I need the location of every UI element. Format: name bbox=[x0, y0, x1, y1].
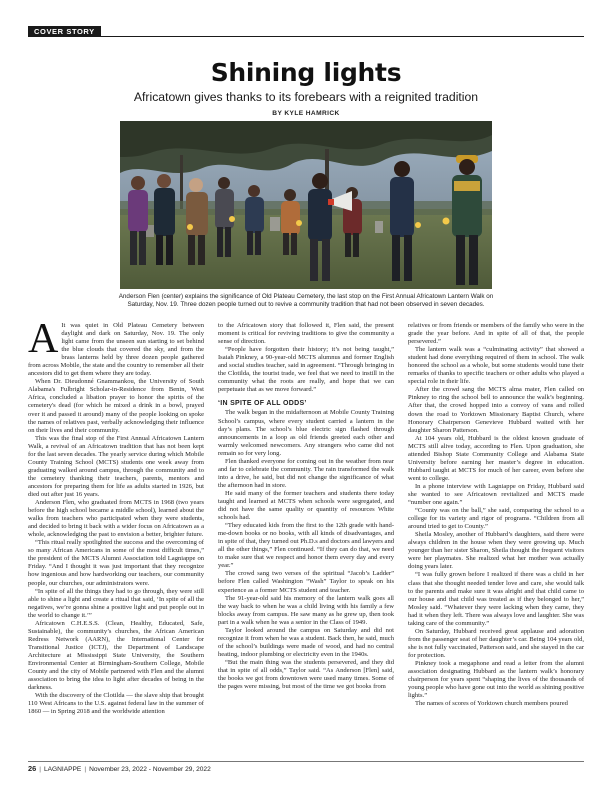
paragraph: “People have forgotten their history; it’s not being taught,” Isaiah Pinkney, a 90-year-old MCTS alumnus and former English and social studies teacher, said in agreement. “Through bringing in the Clotilda, the tourist trade, we feel that we need to instill in the community what the roots are really, and hope that we can perpetuate that as we move forward.” bbox=[218, 346, 394, 394]
paragraph: The lantern walk was a “culminating activity” that showed a student had done everything required of them in school. The walk honored the school as a whole, but some students would tune their remarks of thanks to specific teachers or other adults who played a special role in their life. bbox=[408, 346, 584, 386]
lead-photo bbox=[120, 121, 492, 289]
footer-separator: | bbox=[84, 766, 87, 773]
paragraph: The 91-year-old said his memory of the lantern walk goes all the way back to when he was a child living with his family a few blocks away from campus. He saw many as he grew up, then took part in a walk when he was a senior in the Class of 1949. bbox=[218, 594, 394, 626]
article-column-3 bbox=[408, 322, 584, 754]
paragraph: Africatown C.H.E.S.S. (Clean, Healthy, Educated, Safe, Sustainable), the community’s churches, the African American Redress Network (AARN), the International Center for Transitional Justice (ICTJ), the Department of Landscape Architecture at Mississippi State University, the Southern Environmental Center at Birmingham-Southern College, Mobile County and the city of Mobile partnered with Flen and the alumni association to bring the idea to light after decades of being in the darkness. bbox=[28, 619, 204, 692]
drop-cap: A bbox=[28, 322, 59, 362]
paragraph: Flen thanked everyone for coming out in the weather from near and far to celebrate the community. The rain transformed the walk into a drive, he said, but did not change the significance of what the afternoon had in store. bbox=[218, 457, 394, 489]
page-footer bbox=[28, 764, 211, 774]
article-column-1 bbox=[28, 322, 204, 754]
paragraph: “They educated kids from the first to the 12th grade with hand-me-down books or no books, with all kinds of disadvantages, and in spite of that, they turned out Ph.D.s and doctors and lawyers and all the other things,” Flen continued. “If they can do that, we need to make sure that we respect and honor them every day and every year.” bbox=[218, 522, 394, 570]
paragraph: With the discovery of the Clotilda — the slave ship that brought 110 West Africans to the U.S. against federal law in the summer of 1860 — in Spring 2018 and the worldwide attention bbox=[28, 692, 204, 716]
paragraph: Sheila Mosley, another of Hubbard’s daughters, said there were always children in the house when they were growing up. Much younger than her sister Sharon, Sheila thought the frequent visitors were her playmates. She realized what her mother was actually doing years later. bbox=[408, 531, 584, 571]
paragraph: He said many of the former teachers and students there today taught and learned at MCTS when schools were segregated, and did not have the same quality or quantity of resources White schools had. bbox=[218, 489, 394, 522]
deck: Africatown gives thanks to its forebears with a reignited tradition bbox=[133, 90, 479, 104]
paragraph: “But the main thing was the students persevered, and they did that in spite of all odds,” Taylor said. “As Anderson [Flen] said, the books we got from downtown were used many times. Some of the pages were missing, but most of the time we got books from bbox=[218, 658, 394, 691]
footer-separator: | bbox=[39, 766, 41, 773]
paragraph: “County was on the ball,” she said, comparing the school to a college for its variety and rigor of programs. “Children from all around tried to get to County.” bbox=[408, 507, 584, 531]
publication-name: LAGNIAPPE bbox=[43, 766, 82, 773]
paragraph: Pinkney took a megaphone and read a letter from the alumni association designating Hubbard as the lantern walk’s honorary chairperson for years spent “shaping the lives of the thousands of young people who have gone out into the world as shining positive lights.” bbox=[408, 659, 584, 700]
paragraph: At 104 years old, Hubbard is the oldest known graduate of MCTS still alive today, according to Flen. Upon graduation, she attended Bishop State Community College and Alabama State University before earning her master’s degree in education. Hubbard taught at MCTS for much of her career, even before she went to college. bbox=[408, 434, 584, 482]
footer-rule bbox=[28, 761, 584, 762]
article-column-2 bbox=[218, 322, 394, 754]
paragraph: When Dr. Dieudonné Gnammankou, the University of South Alabama's Fulbright Scholar-in-Residence from Benin, West Africa, concluded a libation prayer to honor the spirits of the cemetery's dead (for which he mixed a drink in a bowl, prayed over it and passed it around) many of the people looking on spoke the names of relatives past, verbally acknowledging their influence on their lives and their community. bbox=[28, 378, 204, 434]
lead-photo-illustration bbox=[120, 121, 492, 289]
paragraph: Anderson Flen, who graduated from MCTS in 1968 (two years before the high school became a middle school), learned about the walks from teachers who participated when they were students, and decided to bring it back with a wider focus on Africatown as a whole, acknowledging the past to envision a better, brighter future. bbox=[28, 499, 204, 539]
paragraph: This was the final stop of the First Annual Africatown Lantern Walk, a revival of an Africatown tradition that has not been kept for the last seven decades. The yearly service during which Mobile County Training School (MCTS) students one week away from graduating walked around campus, through the community and to the cemetery thanking their teachers, parents, mentors and ancestors for preparing them for life as adults started in 1926, but died out after just 16 years. bbox=[28, 434, 204, 498]
paragraph: “This ritual really spotlighted the success and the overcoming of so many African Americans in some of the most difficult times,” the president of the MCTS Alumni Association told Lagniappe on Friday. “And I thought it was just important that they recognize how ingenious and how hardworking our teachers, our community people, our churches, our administrators were. bbox=[28, 539, 204, 587]
paragraph: On Saturday, Hubbard received great applause and adoration from the passenger seat of her daughter’s car. Being 104 years old, she is not fully vaccinated, Patterson said, and she stayed in the car for protection. bbox=[408, 627, 584, 659]
section-label: COVER STORY bbox=[28, 26, 101, 37]
issue-dates: November 23, 2022 - November 29, 2022 bbox=[89, 766, 211, 773]
paragraph: The walk began in the midafternoon at Mobile County Training School’s campus, where every student carried a lantern in the day’s plans. The school’s blue electric sign flashed through announcements in a loop as old friends greeted each other and warmly welcomed newcomers. Any strangers who came did not remain so for very long. bbox=[218, 409, 394, 457]
headline: Shining lights bbox=[210, 58, 402, 87]
page-number: 26 bbox=[28, 764, 37, 773]
paragraph: “I was fully grown before I realized if there was a child in her class that she thought needed tender love and care, she would talk to the parents and make sure it was alright and that child came to our house and that child was treated as if they belonged to her,” Mosley said. “Whatever they were lacking when they came, they had it when they left. There was always love and laughter. She was taking care of the community.” bbox=[408, 571, 584, 627]
paragraph: Taylor looked around the campus on Saturday and did not recognize it from when he was a student. Back then, he said, much of the school’s buildings were made of wood, and had no central heating, indoor plumbing or electricity even in the 1940s. bbox=[218, 626, 394, 658]
paragraph: “In spite of all the things they had to go through, they were still able to shine a light and create a ritual that said, ‘In spite of all the negatives, we’re gonna shine a positive light and put people out in the world to change it.’” bbox=[28, 587, 204, 619]
paragraph-text-lead: It was quiet in Old Plateau Cemetery between daylight and dark on Saturday, Nov. 19. The only light came from the unseen sun starting to set behind the blue clouds that covered the sky, and from the brass lanterns held by three dozen people gathered from across Mobile, the state and the country to remember all their ancestors did to get them where they are today. bbox=[28, 322, 204, 378]
paragraph: The names of scores of Yorktown church members poured bbox=[415, 700, 568, 708]
subheading: ‘IN SPITE OF ALL ODDS’ bbox=[218, 400, 307, 408]
photo-caption: Anderson Flen (center) explains the significance of Old Plateau Cemetery, the last stop on the First Annual Africatown Lantern Walk on Saturday, Nov. 19. Three dozen people turned out to revive a community tradition that had not been observed in seven decades. bbox=[118, 293, 494, 309]
paragraph: The crowd sang two verses of the spiritual “Jacob’s Ladder” before Flen called Washington “Wash” Taylor to speak on his experience as a former MCTS student and teacher. bbox=[218, 570, 394, 594]
paragraph: In a phone interview with Lagniappe on Friday, Hubbard said she wanted to see Africatown revitalized and MCTS made “number one again.” bbox=[408, 482, 584, 507]
paragraph bbox=[28, 322, 204, 378]
paragraph: relatives or from friends or members of the family who were in the grade the year before. And in spite of all of that, the people persevered.” bbox=[408, 322, 584, 346]
byline: BY KYLE HAMRICK bbox=[272, 110, 340, 117]
paragraph: After the crowd sang the MCTS alma mater, Flen called on Pinkney to ring the school bell to announce the walk’s beginning. After that, the crowd hopped into a convoy of vans and rolled down the road to Yorktown Missionary Baptist Church, where Honorary Chairperson Genevieve Hubbard waited with her daughter Sharon Patterson. bbox=[408, 386, 584, 434]
paragraph: to the Africatown story that followed it, Flen said, the present moment is critical for reviving traditions to give the community a sense of direction. bbox=[218, 322, 394, 346]
section-rule bbox=[28, 36, 584, 37]
